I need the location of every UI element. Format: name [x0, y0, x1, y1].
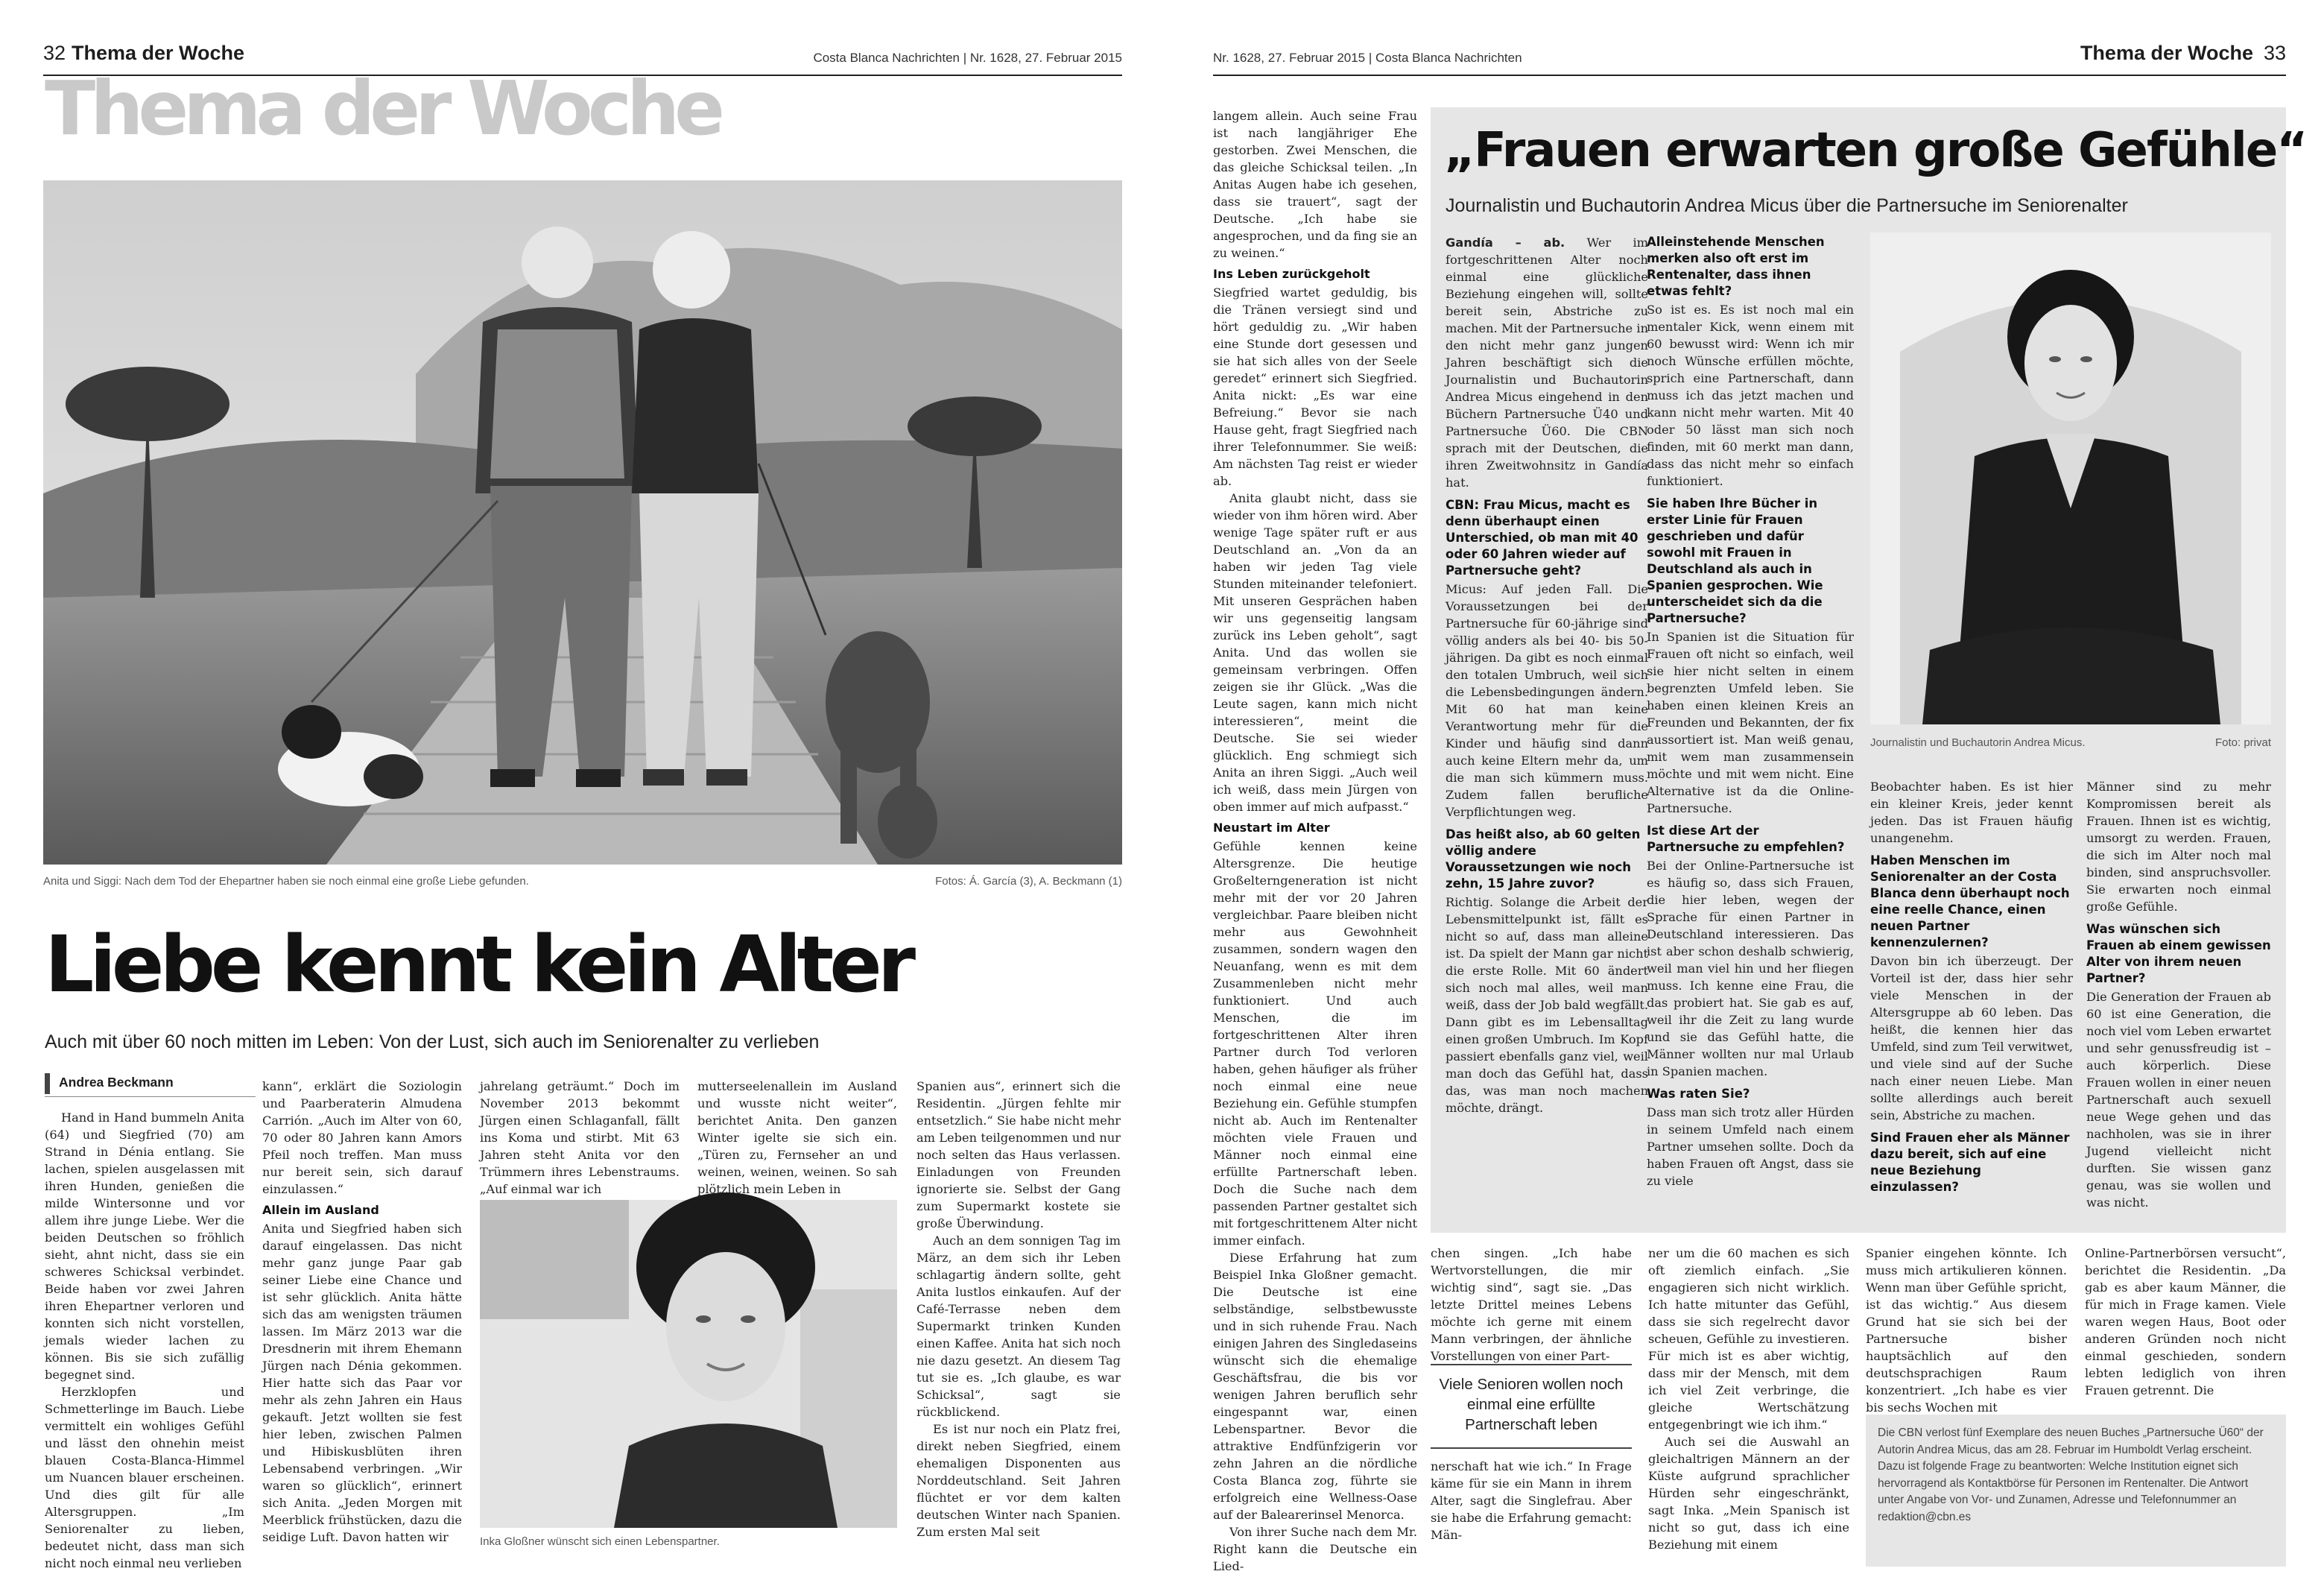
interview-question: Was raten Sie?	[1647, 1087, 1750, 1101]
inka-photo-caption: Inka Gloßner wünscht sich einen Lebenspartner.	[480, 1535, 720, 1548]
paragraph: Gefühle kennen keine Altersgrenze. Die heutige Großelterngeneration ist nicht mehr mit der vor 20 Jahren vergleichbar. Paare bleiben nicht mehr aus Gewohnheit zusammen, sondern wagen den Neuanfang, wenn es mit dem Zusammenleben nicht mehr funktioniert. Und auch Menschen, die im fortgeschrittenen Alter ihren Partner durch Tod verloren haben, gehen häufiger als früher noch einmal eine neue Beziehung ein. Gefühle stumpfen nicht ab. Auch im Rentenalter möchten viele Frauen und Männer noch einmal eine erfüllte Partnerschaft leben. Doch die Suche nach dem passenden Partner gestaltet sich mit fortgeschrittenem Alter nicht immer einfach.	[1213, 839, 1417, 1248]
micus-photo-caption: Journalistin und Buchautorin Andrea Micus.	[1870, 736, 2086, 749]
interview-question: Das heißt also, ab 60 gelten völlig andere Voraussetzungen wie noch zehn, 15 Jahre zuvor?	[1446, 827, 1641, 891]
interview-question: Haben Menschen im Seniorenalter an der Costa Blanca denn überhaupt noch eine reelle Chance, einen neuen Partner kennenzulernen?	[1870, 853, 2070, 949]
paragraph: Richtig. Solange die Arbeit der Lebensmittelpunkt ist, fällt es nicht so auf, dass man alleine ist. Da spielt der Mann gar nicht die erste Rolle. Mit 60 ändert sich noch mal alles, weil man weiß, dass der Job bald wegfällt. Dann gibt es im Lebensalltag einen großen Umbruch. Im Kopf passiert ebenfalls ganz viel, weil man doch das Gefühl hat, dass das, was man noch machen möchte, drängt.	[1446, 895, 1648, 1115]
right-article-col-f	[1431, 1245, 1632, 1363]
subheading: Allein im Ausland	[262, 1203, 379, 1217]
paragraph: nerschaft hat wie ich.“ In Frage käme für sie ein Mann in ihrem Alter, sagt die Singlefrau. Aber sie habe die Erfahrung gemacht: Män-	[1431, 1459, 1632, 1542]
interview-subheadline: Journalistin und Buchautorin Andrea Micus über die Partnersuche im Seniorenalter	[1446, 195, 2128, 216]
interview-question: Was wünschen sich Frauen ab einem gewissen Alter von ihrem neuen Partner?	[2086, 922, 2271, 985]
left-page-number: 32	[43, 42, 66, 64]
raffle-infobox	[1866, 1415, 2286, 1567]
interview-col-c	[1647, 228, 1854, 1233]
big-section-title: Thema der Woche	[45, 65, 720, 152]
dateline: Gandía – ab.	[1446, 236, 1565, 250]
paragraph: Anita und Siegfried haben sich darauf eingelassen. Das nicht mehr ganz junge Paar gab seiner Liebe eine Chance und ist sehr glücklich. Anita hätte sich das am wenigsten träumen lassen. Im März 2013 war die Dresdnerin mit ihrem Ehemann Jürgen nach Dénia gekommen. Hier hatte sich das Paar vor mehr als zehn Jahren ein Haus gekauft. Jetzt wollten sie fest hier leben, zwischen Palmen und Hibiskusblüten ihren Lebensabend verbringen. „Wir waren so glücklich“, erinnert sich Anita. „Jeden Morgen mit Meerblick frühstücken, dazu die seidige Luft. Davon hatten wir	[262, 1222, 462, 1544]
photo-inka-glossner	[480, 1200, 897, 1528]
paragraph: Herzklopfen und Schmetterlinge im Bauch. Liebe vermittelt ein wohliges Gefühl und lässt den ohnehin meist blauen Costa-Blanca-Himmel um Nuancen blauer erscheinen. Und dies gilt für alle Altersgruppen. „Im Seniorenalter zu lieben, bedeutet nicht, dass man sich nicht noch einmal neu verlieben	[45, 1385, 244, 1570]
paragraph: In Spanien ist die Situation für Frauen oft nicht so einfach, weil sie hier nicht selten in einem begrenzten Umfeld leben. Sie haben einen kleinen Kreis an Freunden und Bekannten, der fix aussortiert ist. Man weiß genau, mit wem man zusammensein möchte und mit wem nicht. Eine Alternative ist da die Online-Partnersuche.	[1647, 630, 1854, 815]
paragraph: Micus: Auf jeden Fall. Die Voraussetzungen bei der Partnersuche für 60-jährige sind völlig anders als bei 40- bis 50-jährigen. Da gibt es noch einmal den totalen Umbruch, weil sich die Lebensbedingungen ändern. Mit 60 hat man keine Verantwortung mehr für die Kinder und häufig sind dann auch keine Eltern mehr da, um die man sich kümmern muss. Zudem fallen berufliche Verpflichtungen weg.	[1446, 582, 1648, 819]
interview-question: Ist diese Art der Partnersuche zu empfehlen?	[1647, 824, 1845, 854]
interview-col-e	[2086, 778, 2271, 1233]
interview-question: Alleinstehende Menschen merken also oft erst im Rentenalter, dass ihnen etwas fehlt?	[1647, 235, 1825, 298]
right-article-col-a	[1213, 107, 1417, 1573]
left-article-col-2	[262, 1078, 462, 1562]
paragraph: mutterseelenallein im Ausland und wusste nicht weiter“, berichtet Anita. Den ganzen Winter igelte sie sich ein. „Türen zu, Fernseher an und weinen, weinen, weinen. So sah plötzlich mein Leben in	[697, 1079, 897, 1196]
interview-headline: „Frauen erwarten große Gefühle“	[1444, 123, 2307, 178]
right-masthead: Nr. 1628, 27. Februar 2015 | Costa Blanca Nachrichten	[1213, 51, 1522, 65]
micus-photo-credit: Foto: privat	[2214, 736, 2271, 749]
right-article-col-g	[1648, 1245, 1849, 1567]
author-name: Andrea Beckmann	[59, 1075, 174, 1090]
paragraph: kann“, erklärt die Soziologin und Paarberaterin Almudena Carrión. „Auch im Alter von 60, 70 oder 80 Jahren kann Amors Pfeil noch treffen. Man muss nur bereit sein, sich darauf einzulassen.“	[262, 1079, 462, 1196]
paragraph: Männer sind zu mehr Kompromissen bereit als Frauen. Ihnen ist es wichtig, umsorgt zu werden. Frauen, die sich im Alter noch mal binden, sind anspruchsvoller. Sie erwarten noch einmal große Gefühle.	[2086, 780, 2271, 914]
right-article-col-f2	[1431, 1458, 1632, 1567]
paragraph: Siegfried wartet geduldig, bis die Tränen versiegt sind und hört geduldig zu. „Wir haben eine Stunde dort gesessen und sie hat sich alles von der Seele geredet“ erinnert sich Siegfried. Anita nickt: „Es war eine Befreiung.“ Bevor sie nach Hause geht, fragt Siegfried nach ihrer Telefonnummer. Sie weiß: Am nächsten Tag reist er wieder ab.	[1213, 285, 1417, 488]
interview-question: CBN: Frau Micus, macht es denn überhaupt einen Unterschied, ob man mit 40 oder 60 Jahren wieder auf Partnersuche geht?	[1446, 498, 1638, 578]
pullquote	[1431, 1364, 1632, 1449]
pullquote-text: Viele Senioren wollen noch einmal eine erfüllte Partnerschaft leben	[1439, 1376, 1624, 1433]
paragraph: Bei der Online-Partnersuche ist es häufig so, dass sich Frauen, die hier leben, wegen der Sprache für einen Partner in Deutschland interessieren. Das ist aber schon deshalb schwierig, weil man viel hin und her fliegen muss. Ich kenne eine Frau, die das probiert hat. Sie gab es auf, weil ihr die Zeit zu lang wurde und sie das Gefühl hatte, die Männer wollten nur mal Urlaub in Spanien machen.	[1647, 859, 1854, 1078]
left-page-section: Thema der Woche	[72, 42, 245, 64]
left-article-col-1	[45, 1109, 244, 1570]
paragraph: Davon bin ich überzeugt. Der Vorteil ist der, dass hier sehr viele Menschen in der Altersgruppe ab 60 leben. Das heißt, die kennen hier das Umfeld, sind zum Teil verwitwet, und viele sind auf der Suche nach einer neuen Liebe. Man sollte allerdings auch bereit sein, Abstriche zu machen.	[1870, 954, 2073, 1122]
left-headline: Liebe kennt kein Alter	[45, 919, 912, 1010]
left-article-col-3	[480, 1078, 680, 1196]
right-page-section: Thema der Woche	[2080, 42, 2253, 64]
subheading: Ins Leben zurückgeholt	[1213, 267, 1370, 281]
paragraph: So ist es. Es ist noch mal ein mentaler Kick, wenn einem mit 60 bewusst wird: Wenn ich mir noch Wünsche erfüllen möchte, sprich eine Partnerschaft, dann muss ich das jetzt machen und kann nicht mehr warten. Mit 40 oder 50 lässt man sich noch finden, mit 60 merkt man dann, dass das nicht mehr so einfach funktioniert.	[1647, 303, 1854, 488]
raffle-infobox-text: Die CBN verlost fünf Exemplare des neuen Buches „Partnersuche Ü60“ der Autorin Andrea Micus, das am 28. Februar im Humboldt Verlag erscheint. Dazu ist folgende Frage zu beantworten: Welche Institution eignet sich hervorragend als Kontaktbörse für Personen im Rentenalter. Die Antwort unter Angabe von Vor- und Zunamen, Adresse und Telefonnummer an redaktion@cbn.es	[1878, 1426, 2264, 1523]
paragraph: chen singen. „Ich habe Wertvorstellungen, die mir wichtig sind“, sagt sie. „Das letzte Drittel meines Lebens möchte ich gerne mit einem Mann verbringen, der ähnliche Vorstellungen von einer Part-	[1431, 1246, 1632, 1363]
paragraph: ner um die 60 machen es sich oft ziemlich einfach. „Sie engagieren sich nicht wirklich. Ich hatte mitunter das Gefühl, dass sie sich regelrecht davor scheuen, Gefühle zu investieren. Für mich ist es aber wichtig, dass mir der Mensch, mit dem ich viel Zeit verbringe, die gleiche Wertschätzung entgegenbringt wie ich ihm.“	[1648, 1246, 1849, 1432]
left-photo-credit: Fotos: Á. García (3), A. Beckmann (1)	[935, 875, 1122, 888]
paragraph: jahrelang geträumt.“ Doch im November 2013 bekommt Jürgen einen Schlaganfall, fällt ins Koma und stirbt. Mit 63 Jahren steht Anita vor den Trümmern ihres Lebenstraums. „Auf einmal war ich	[480, 1079, 680, 1196]
article-lead: Gandía – ab. Wer im fortgeschrittenen Alter noch einmal eine glückliche Beziehung eingehen will, sollte bereit sein, Abstriche zu machen. Mit der Partnersuche in den nicht mehr ganz jungen Jahren beschäftigt sich die Journalistin und Buchautorin Andrea Micus eingehend in den Büchern Partnersuche Ü40 und Partnersuche Ü60. Die CBN sprach mit der Deutschen, die ihren Zweitwohnsitz in Gandía hat.	[1446, 236, 1648, 490]
byline-rule	[45, 1096, 256, 1097]
paragraph: Von ihrer Suche nach dem Mr. Right kann die Deutsche ein Lied-	[1213, 1525, 1417, 1573]
paragraph: Dass man sich trotz aller Hürden in seinem Umfeld nach einem Partner umsehen sollte. Doch da haben Frauen oft Angst, dass sie zu viele	[1647, 1105, 1854, 1188]
paragraph: Es ist nur noch ein Platz frei, direkt neben Siegfried, einem ehemaligen Disponenten aus Norddeutschland. Seit Jahren flüchtet er vor dem kalten deutschen Winter nach Spanien. Zum ersten Mal seit	[916, 1422, 1121, 1539]
photo-anita-siggi	[43, 180, 1122, 865]
paragraph: Die Generation der Frauen ab 60 ist eine Generation, die noch viel vom Leben erwartet und sehr genussfreudig ist – auch körperlich. Diese Frauen wollen in einer neuen Partnerschaft auch sexuell neue Wege gehen und das nachholen, was sie in ihrer Jugend vielleicht nicht durften. Sie wissen ganz genau, was sie wollen und was nicht.	[2086, 990, 2271, 1210]
paragraph: Diese Erfahrung hat zum Beispiel Inka Gloßner gemacht. Die Deutsche ist eine selbständige, selbstbewusste und in sich ruhende Frau. Nach einigen Jahren des Singledaseins wünscht sich die ehemalige Geschäftsfrau, die bis vor wenigen Jahren beruflich sehr eingespannt war, einen Lebenspartner. Bevor die attraktive Endfünfzigerin vor zehn Jahren an die nördliche Costa Blanca zog, führte sie erfolgreich eine Wellness-Oase auf der Balearerinsel Menorca.	[1213, 1251, 1417, 1522]
paragraph: Spanien aus“, erinnert sich die Residentin. „Jürgen fehlte mir entsetzlich.“ Sie habe nicht mehr am Leben teilgenommen und nur noch selten das Haus verlassen. Einladungen von Freunden ignorierte sie. Selbst der Gang zum Supermarkt kostete sie große Überwindung.	[916, 1079, 1121, 1230]
paragraph: Hand in Hand bummeln Anita (64) und Siegfried (70) am Strand in Dénia entlang. Sie lachen, spielen ausgelassen mit ihren Hunden, genießen die milde Wintersonne und vor allem ihre junge Liebe. Wer die beiden Deutschen so fröhlich sieht, ahnt nicht, dass sie ein schweres Schicksal verbindet. Beide haben vor zwei Jahren ihren Ehepartner verloren und konnten sich nicht vorstellen, jemals wieder lachen zu können. Bis sie sich zufällig begegnet sind.	[45, 1110, 244, 1382]
left-article-col-5	[916, 1078, 1121, 1562]
paragraph: Spanier eingehen könnte. Ich muss mich artikulieren können. Wenn man über Gefühle spricht, ist das wichtig.“ Aus diesem Grund hat sie sich bei der Partnersuche bisher hauptsächlich auf den deutschsprachigen Raum konzentriert. „Ich habe es vier bis sechs Wochen mit	[1866, 1246, 2067, 1415]
paragraph: Anita glaubt nicht, dass sie wieder von ihm hören wird. Aber wenige Tage später ruft er aus Deutschland an. „Von da an haben wir jeden Tag viele Stunden miteinander telefoniert. Mit unseren Gesprächen haben wir uns gegenseitig langsam zurück ins Leben geholt“, sagt Anita. Und das wollen sie gemeinsam verbringen. Offen zeigen sie ihr Glück. „Was die Leute sagen, kann mich nicht interessieren“, meint die Deutsche. Sie sei wieder glücklich. Eng schmiegt sich Anita an ihren Siggi. „Auch weil ich weiß, dass mein Jürgen von oben immer auf mich aufpasst.“	[1213, 491, 1417, 814]
left-article-col-4	[697, 1078, 897, 1196]
right-page-number: 33	[2263, 42, 2286, 64]
interview-col-d	[1870, 778, 2073, 1233]
paragraph: Auch sei die Auswahl an gleichaltrigen Männern an der Küste aufgrund sprachlicher Hürden sehr eingeschränkt, sagt Inka. „Mein Spanisch ist nicht so gut, dass ich eine Beziehung mit einem	[1648, 1435, 1849, 1552]
left-subheadline: Auch mit über 60 noch mitten im Leben: Von der Lust, sich auch im Seniorenalter zu verlieben	[45, 1031, 820, 1052]
right-article-col-i	[2085, 1245, 2286, 1397]
interview-question: Sie haben Ihre Bücher in erster Linie für Frauen geschrieben und dafür sowohl mit Frauen in Deutschland als auch in Spanien gesprochen. Wie unterscheidet sich da die Partnersuche?	[1647, 496, 1823, 625]
left-photo-caption: Anita und Siggi: Nach dem Tod der Ehepartner haben sie noch einmal eine große Liebe gefunden.	[43, 875, 529, 888]
author-byline	[45, 1073, 256, 1094]
paragraph: Beobachter haben. Es ist hier ein kleiner Kreis, jeder kennt jeden. Das ist Frauen häufig unangenehm.	[1870, 780, 2073, 845]
paragraph: Auch an dem sonnigen Tag im März, an dem sich ihr Leben schlagartig ändern sollte, geht Anita lustlos einkaufen. Auf der Café-Terrasse neben dem Supermarkt trinken Kunden einen Kaffee. Anita hat sich noch nie dazu gesetzt. An diesem Tag tut sie es. „Ich glaube, es war Schicksal“, sagt sie rückblickend.	[916, 1233, 1121, 1419]
paragraph: Online-Partnerbörsen versucht“, berichtet die Residentin. „Da gab es aber kaum Männer, die für mich in Frage kamen. Viele waren wegen Haus, Boot oder anderen Gründen noch nicht einmal geschieden, sondern lebten lediglich von ihren Frauen getrennt. Die	[2085, 1246, 2286, 1397]
left-masthead: Costa Blanca Nachrichten | Nr. 1628, 27. Februar 2015	[813, 51, 1122, 65]
interview-col-b	[1446, 234, 1648, 1233]
interview-question: Sind Frauen eher als Männer dazu bereit, sich auf eine neue Beziehung einzulassen?	[1870, 1131, 2070, 1194]
right-page-header	[1213, 40, 2286, 76]
paragraph: langem allein. Auch seine Frau ist nach langjähriger Ehe gestorben. Zwei Menschen, die das gleiche Schicksal teilen. „In Anitas Augen habe ich gesehen, dass sie trauert“, sagt der Deutsche. „Ich habe sie angesprochen, und da fing sie an zu weinen.“	[1213, 109, 1417, 260]
right-article-col-h	[1866, 1245, 2067, 1415]
photo-andrea-micus	[1870, 233, 2271, 724]
subheading: Neustart im Alter	[1213, 821, 1330, 835]
